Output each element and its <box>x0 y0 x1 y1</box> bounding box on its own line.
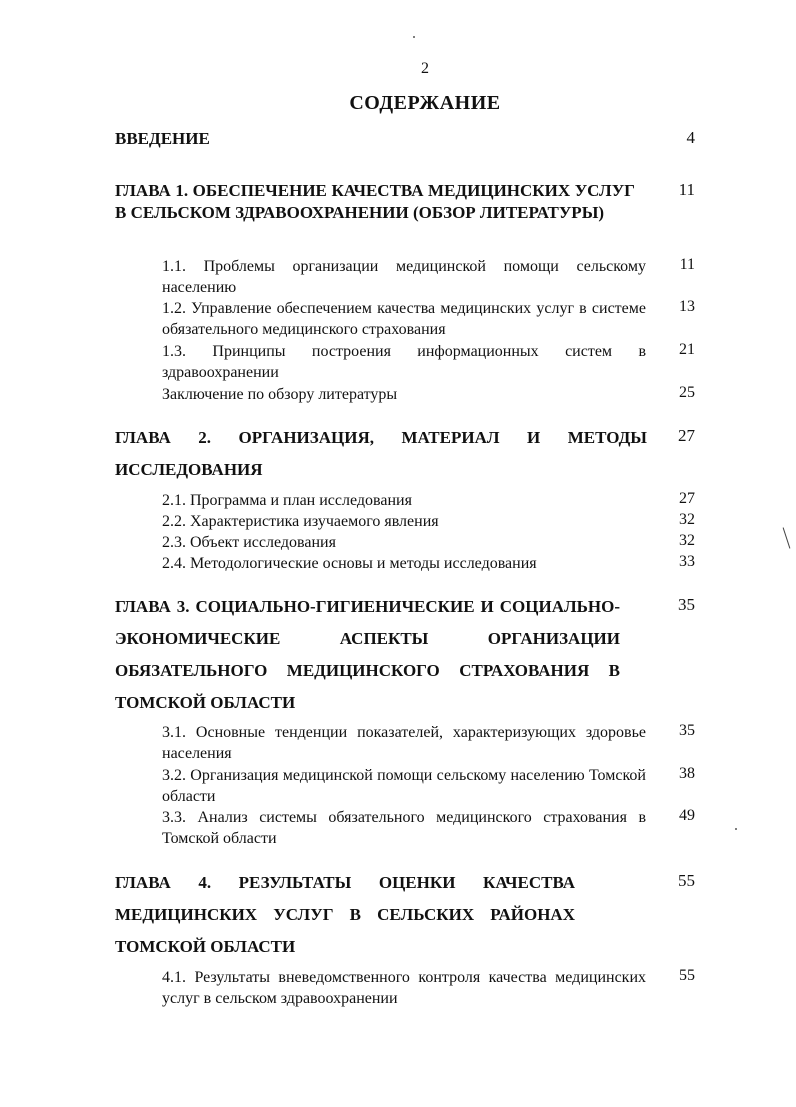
toc-entry-3-3[interactable] <box>162 807 695 849</box>
page-number: 2 <box>421 60 429 77</box>
toc-page-number: 33 <box>679 553 695 570</box>
scan-mark <box>783 527 791 548</box>
toc-entry-text: ГЛАВА 1. ОБЕСПЕЧЕНИЕ КАЧЕСТВА МЕДИЦИНСКИХ УСЛУГ В СЕЛЬСКОМ ЗДРАВООХРАНЕНИИ (ОБЗОР ЛИТЕРАТУРЫ) <box>115 181 635 222</box>
toc-entry-text: ГЛАВА 3. СОЦИАЛЬНО-ГИГИЕНИЧЕСКИЕ И СОЦИАЛЬНО-ЭКОНОМИЧЕСКИЕ АСПЕКТЫ ОРГАНИЗАЦИИ ОБЯЗАТЕЛЬНОГО МЕДИЦИНСКОГО СТРАХОВАНИЯ В ТОМСКОЙ ОБЛАСТИ <box>115 597 620 712</box>
toc-entry-chapter-1[interactable] <box>115 180 695 224</box>
page-title: СОДЕРЖАНИЕ <box>349 92 501 114</box>
toc-entry-2-3[interactable] <box>162 532 695 553</box>
toc-page-number: 4 <box>686 128 695 147</box>
toc-page-number: 27 <box>679 490 695 507</box>
toc-page-number: 32 <box>679 532 695 549</box>
toc-entry-introduction[interactable] <box>115 128 695 150</box>
toc-entry-text: 2.1. Программа и план исследования <box>162 492 412 509</box>
toc-entry-text: 2.4. Методологические основы и методы исследования <box>162 555 537 572</box>
toc-entry-text: 1.3. Принципы построения информационных систем в здравоохранении <box>162 343 646 381</box>
toc-page-number: 35 <box>678 595 695 614</box>
toc-page-number: 55 <box>679 967 695 984</box>
toc-entry-2-2[interactable] <box>162 511 695 532</box>
toc-page-number: 13 <box>679 298 695 315</box>
toc-entry-text: 3.2. Организация медицинской помощи сельскому населению Томской области <box>162 767 646 805</box>
toc-page-number: 11 <box>679 256 695 273</box>
toc-entry-text: 1.2. Управление обеспечением качества медицинских услуг в системе обязательного медицинского страхования <box>162 300 646 338</box>
toc-entry-text: Заключение по обзору литературы <box>162 386 398 403</box>
toc-entry-text: 2.3. Объект исследования <box>162 534 336 551</box>
toc-page-number: 11 <box>678 180 695 199</box>
toc-entry-text: ВВЕДЕНИЕ <box>115 129 210 148</box>
toc-entry-2-4[interactable] <box>162 553 695 574</box>
toc-page-number: 25 <box>679 384 695 401</box>
toc-entry-1-1[interactable] <box>162 256 695 298</box>
scan-speck <box>413 36 415 38</box>
toc-entry-1-3[interactable] <box>162 341 695 383</box>
toc-entry-text: 3.1. Основные тенденции показателей, характеризующих здоровье населения <box>162 724 646 762</box>
toc-entry-text: 4.1. Результаты вневедомственного контроля качества медицинских услуг в сельском здравоохранении <box>162 969 646 1007</box>
toc-entry-3-2[interactable] <box>162 765 695 807</box>
scan-speck <box>735 828 737 830</box>
toc-entry-chapter-2[interactable] <box>115 422 695 486</box>
toc-entry-text: ГЛАВА 4. РЕЗУЛЬТАТЫ ОЦЕНКИ КАЧЕСТВА МЕДИЦИНСКИХ УСЛУГ В СЕЛЬСКИХ РАЙОНАХ ТОМСКОЙ ОБЛАСТИ <box>115 873 575 956</box>
toc-entry-text: 3.3. Анализ системы обязательного медицинского страхования в Томской области <box>162 809 646 847</box>
toc-entry-1-conclusion[interactable] <box>162 384 695 405</box>
toc-entry-chapter-4[interactable] <box>115 867 695 963</box>
toc-entry-text: 1.1. Проблемы организации медицинской помощи сельскому населению <box>162 258 646 296</box>
toc-entry-chapter-3[interactable] <box>115 591 695 719</box>
toc-page-number: 38 <box>679 765 695 782</box>
toc-page-number: 35 <box>679 722 695 739</box>
toc-entry-4-1[interactable] <box>162 967 695 1009</box>
toc-page-number: 21 <box>679 341 695 358</box>
toc-entry-text: 2.2. Характеристика изучаемого явления <box>162 513 439 530</box>
toc-page-number: 49 <box>679 807 695 824</box>
toc-entry-2-1[interactable] <box>162 490 695 511</box>
toc-entry-3-1[interactable] <box>162 722 695 764</box>
toc-entry-text: ГЛАВА 2. ОРГАНИЗАЦИЯ, МАТЕРИАЛ И МЕТОДЫ ИССЛЕДОВАНИЯ <box>115 428 647 479</box>
toc-page-number: 32 <box>679 511 695 528</box>
toc-page-number: 27 <box>678 426 695 445</box>
toc-page-number: 55 <box>678 871 695 890</box>
toc-entry-1-2[interactable] <box>162 298 695 340</box>
